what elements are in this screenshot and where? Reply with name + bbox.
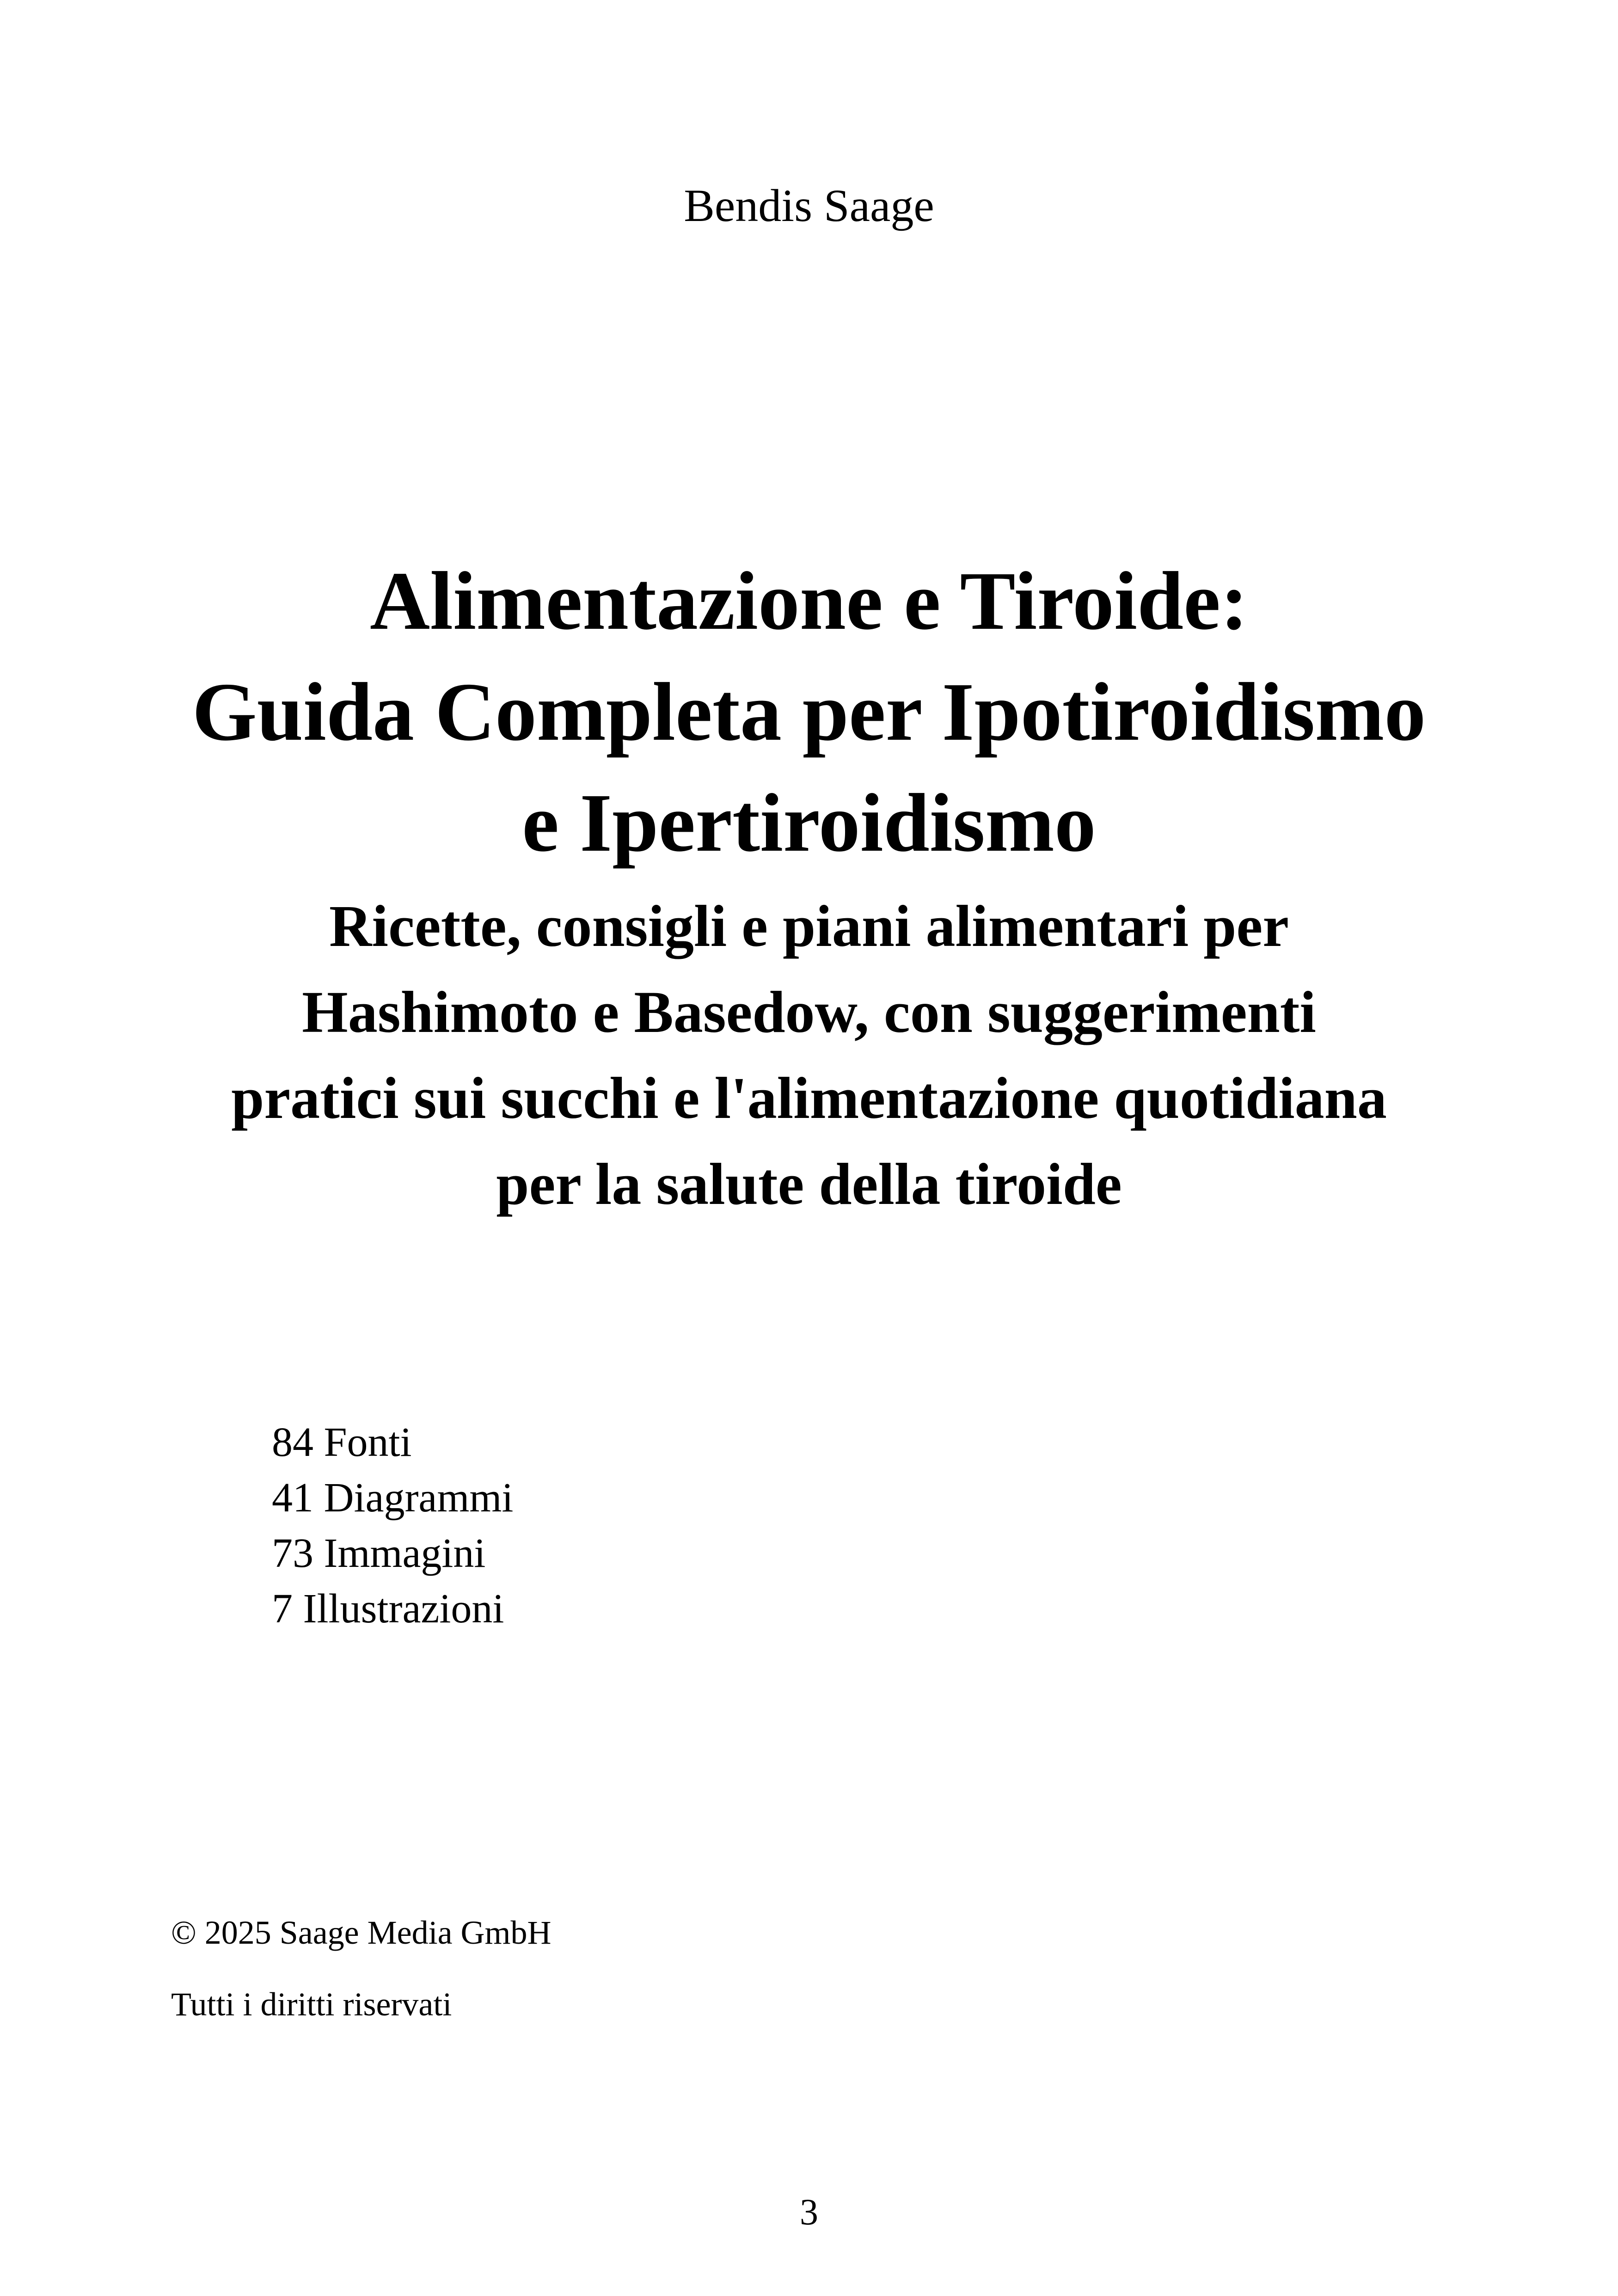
stat-sources: 84 Fonti [272,1419,412,1465]
stat-diagrams: 41 Diagrammi [272,1475,514,1521]
title-line: e Ipertiroidismo [522,777,1096,869]
author-name: Bendis Saage [684,180,934,231]
book-subtitle [69,883,1549,1227]
subtitle-line: per la salute della tiroide [496,1151,1122,1217]
page-number: 3 [800,2192,818,2233]
copyright-notice: © 2025 Saage Media GmbH [171,1914,552,1951]
content-stats-list [272,1415,965,1637]
subtitle-line: Hashimoto e Basedow, con suggerimenti [302,979,1316,1045]
book-title [69,546,1549,878]
title-line: Alimentazione e Tiroide: [370,555,1248,647]
title-line: Guida Completa per Ipotiroidismo [192,666,1426,758]
rights-notice: Tutti i diritti riservati [171,1986,452,2023]
subtitle-line: pratici sui succhi e l'alimentazione quotidiana [231,1065,1387,1131]
stat-images: 73 Immagini [272,1530,486,1576]
stat-illustrations: 7 Illustrazioni [272,1586,504,1632]
subtitle-line: Ricette, consigli e piani alimentari per [329,893,1289,959]
